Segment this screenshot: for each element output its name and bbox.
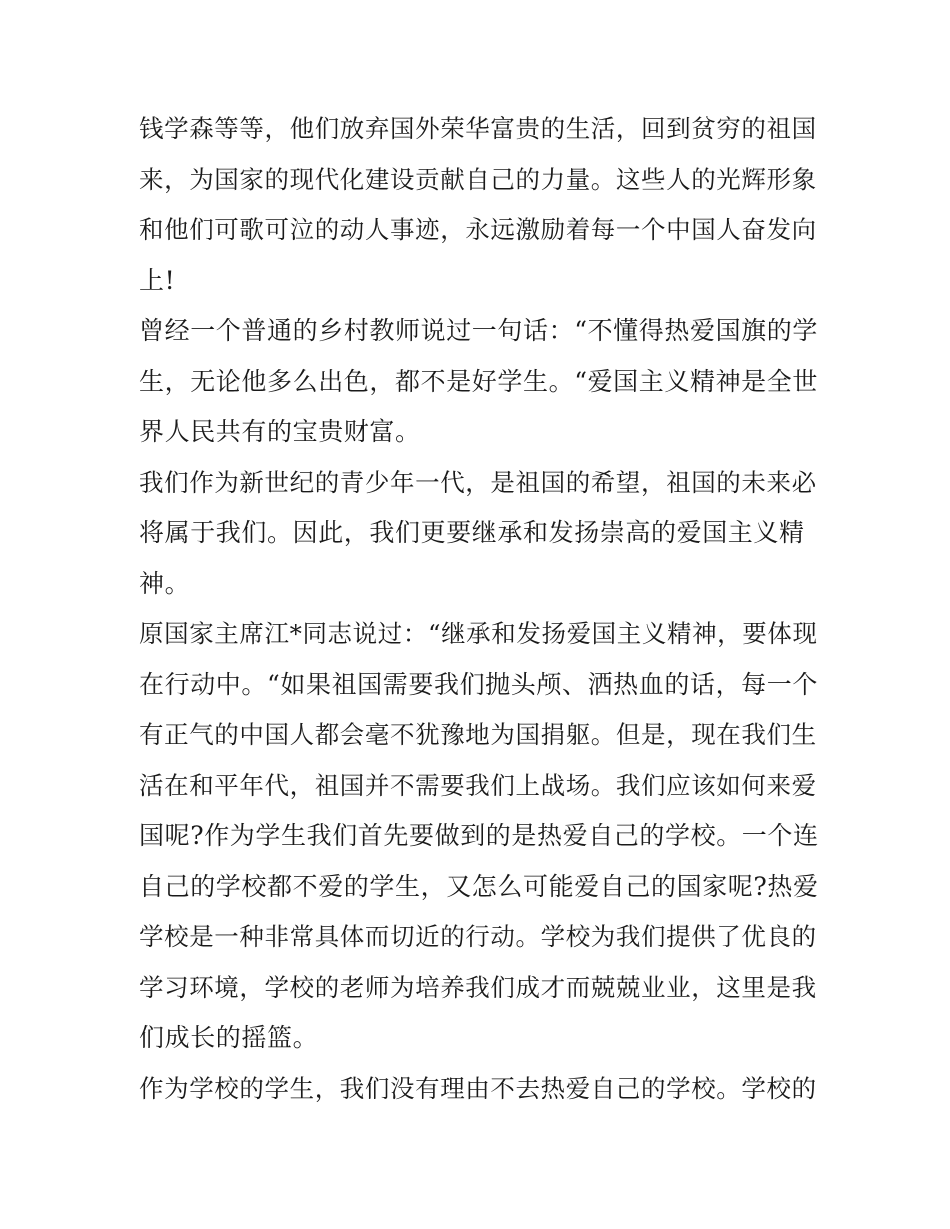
text-line: 来，为国家的现代化建设贡献自己的力量。这些人的光辉形象 xyxy=(139,164,817,194)
text-line: 活在和平年代，祖国并不需要我们上战场。我们应该如何来爱 xyxy=(139,770,817,800)
text-line: 神。 xyxy=(139,568,191,598)
text-line: 生，无论他多么出色，都不是好学生。“爱国主义精神是全世 xyxy=(139,366,818,396)
text-line: 国呢?作为学生我们首先要做到的是热爱自己的学校。一个连 xyxy=(139,821,819,850)
text-line: 学习环境，学校的老师为培养我们成才而兢兢业业，这里是我 xyxy=(139,972,817,1002)
text-line: 和他们可歌可泣的动人事迹，永远激励着每一个中国人奋发向 xyxy=(139,215,817,244)
text-line: 学校是一种非常具体而切近的行动。学校为我们提供了优良的 xyxy=(139,922,817,951)
text-line: 上! xyxy=(139,265,176,295)
text-line: 作为学校的学生，我们没有理由不去热爱自己的学校。学校的 xyxy=(139,1073,817,1103)
text-line: 自己的学校都不爱的学生，又怎么可能爱自己的国家呢?热爱 xyxy=(139,871,819,901)
document-body xyxy=(139,104,819,1114)
text-line: 原国家主席江*同志说过：“继承和发扬爱国主义精神，要体现 xyxy=(139,619,818,648)
text-line: 有正气的中国人都会毫不犹豫地为国捐躯。但是，现在我们生 xyxy=(139,720,817,749)
text-line: 们成长的摇篮。 xyxy=(139,1023,319,1052)
text-line: 在行动中。“如果祖国需要我们抛头颅、洒热血的话，每一个 xyxy=(139,669,818,699)
text-line: 我们作为新世纪的青少年一代，是祖国的希望，祖国的未来必 xyxy=(139,467,817,497)
text-line: 钱学森等等，他们放弃国外荣华富贵的生活，回到贫穷的祖国 xyxy=(139,114,817,143)
text-line: 将属于我们。因此，我们更要继承和发扬崇高的爱国主义精 xyxy=(139,518,805,547)
text-line: 界人民共有的宝贵财富。 xyxy=(139,417,421,446)
text-line: 曾经一个普通的乡村教师说过一句话：“不懂得热爱国旗的学 xyxy=(139,316,818,345)
